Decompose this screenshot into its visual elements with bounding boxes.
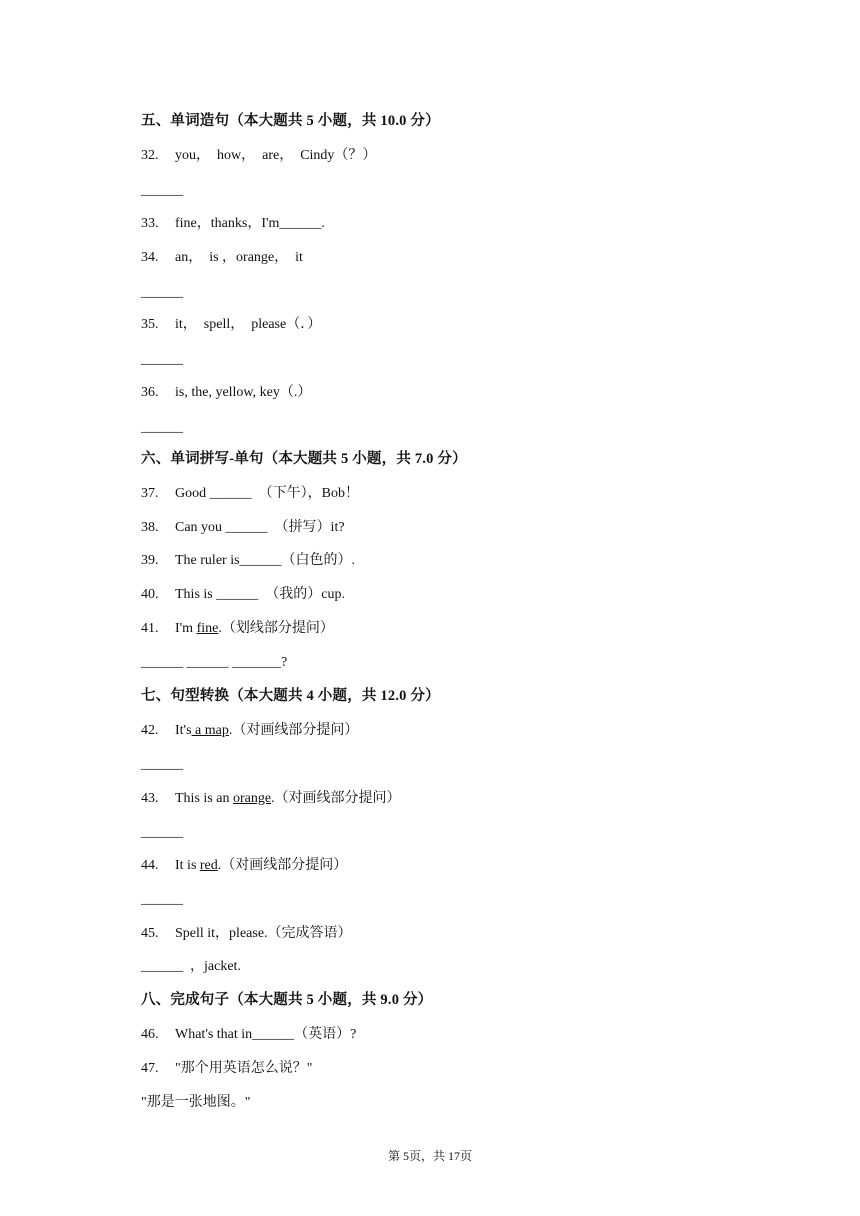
underlined-word: red: [199, 858, 218, 873]
answer-blank-42: ______: [141, 757, 183, 772]
question-37: [141, 485, 359, 503]
question-number: 38.: [141, 520, 159, 535]
answer-blank-45: ______ ，jacket.: [141, 959, 241, 974]
underlined-word: a map: [191, 723, 229, 738]
question-text-post: .（对画线部分提问）: [271, 791, 401, 806]
underlined-word: fine: [196, 621, 219, 636]
section-heading-7: 七、句型转换（本大题共 4 小题，共 12.0 分）: [141, 688, 440, 704]
question-35: [141, 316, 321, 334]
section-heading-6: 六、单词拼写-单句（本大题共 5 小题，共 7.0 分）: [141, 451, 467, 467]
question-number: 34.: [141, 250, 159, 265]
question-41: [141, 620, 334, 638]
question-44: [141, 857, 347, 875]
section-heading-8: 八、完成句子（本大题共 5 小题，共 9.0 分）: [141, 992, 433, 1008]
question-number: 35.: [141, 317, 159, 332]
question-45: [141, 925, 352, 943]
page-footer: 第 5页，共 17页: [387, 1149, 472, 1163]
question-text: an， is ，orange， it: [175, 250, 303, 265]
answer-blank-44: ______: [141, 892, 183, 907]
question-number: 40.: [141, 587, 159, 602]
question-47-line-2: "那是一张地图。": [141, 1095, 251, 1110]
answer-blank-43: ______: [141, 825, 183, 840]
question-text-pre: It's: [175, 723, 192, 738]
question-text: Good ______ （下午），Bob！: [175, 486, 359, 501]
question-32: [141, 147, 376, 165]
answer-blank-34: ______: [141, 285, 183, 300]
question-text: Can you ______ （拼写）it?: [175, 520, 345, 535]
question-number: 42.: [141, 723, 159, 738]
question-text-pre: This is an: [175, 791, 233, 806]
question-number: 33.: [141, 216, 159, 231]
question-39: [141, 552, 355, 570]
question-34: [141, 249, 303, 267]
question-text: is, the, yellow, key（.）: [175, 385, 312, 400]
answer-blank-32: ______: [141, 183, 183, 198]
question-43: [141, 790, 401, 808]
question-text: fine，thanks，I'm______.: [175, 216, 325, 231]
question-text: it， spell， please（．）: [175, 317, 322, 332]
question-text: This is ______ （我的）cup.: [175, 587, 345, 602]
question-text: you， how， are， Cindy（？）: [175, 148, 377, 163]
question-38: [141, 519, 345, 537]
answer-blank-36: ______: [141, 420, 183, 435]
question-text-post: .（对画线部分提问）: [228, 723, 359, 738]
answer-blank-35: ______: [141, 352, 183, 367]
question-number: 43.: [141, 791, 159, 806]
section-heading-5: 五、单词造句（本大题共 5 小题，共 10.0 分）: [141, 113, 440, 129]
question-46: [141, 1026, 356, 1044]
question-text-post: .（划线部分提问）: [218, 621, 334, 636]
answer-blank-41: ______ ______ _______?: [141, 655, 288, 670]
question-text-pre: It is: [175, 858, 200, 873]
question-text: "那个用英语怎么说？": [175, 1061, 313, 1076]
question-text: What's that in______（英语）?: [175, 1027, 357, 1042]
underlined-word: orange: [232, 791, 272, 806]
question-47: [141, 1060, 312, 1078]
question-text: Spell it，please.（完成答语）: [175, 926, 352, 941]
question-number: 32.: [141, 148, 159, 163]
question-number: 46.: [141, 1027, 159, 1042]
question-number: 41.: [141, 621, 159, 636]
question-text-pre: I'm: [175, 621, 197, 636]
question-number: 39.: [141, 553, 159, 568]
question-number: 37.: [141, 486, 159, 501]
question-number: 45.: [141, 926, 159, 941]
question-36: [141, 384, 311, 402]
question-text-post: .（对画线部分提问）: [217, 858, 348, 873]
question-number: 36.: [141, 385, 159, 400]
question-42: [141, 722, 358, 740]
question-33: [141, 215, 325, 233]
question-number: 44.: [141, 858, 159, 873]
question-number: 47.: [141, 1061, 159, 1076]
question-40: [141, 586, 345, 604]
question-text: The ruler is______（白色的）.: [175, 553, 356, 568]
